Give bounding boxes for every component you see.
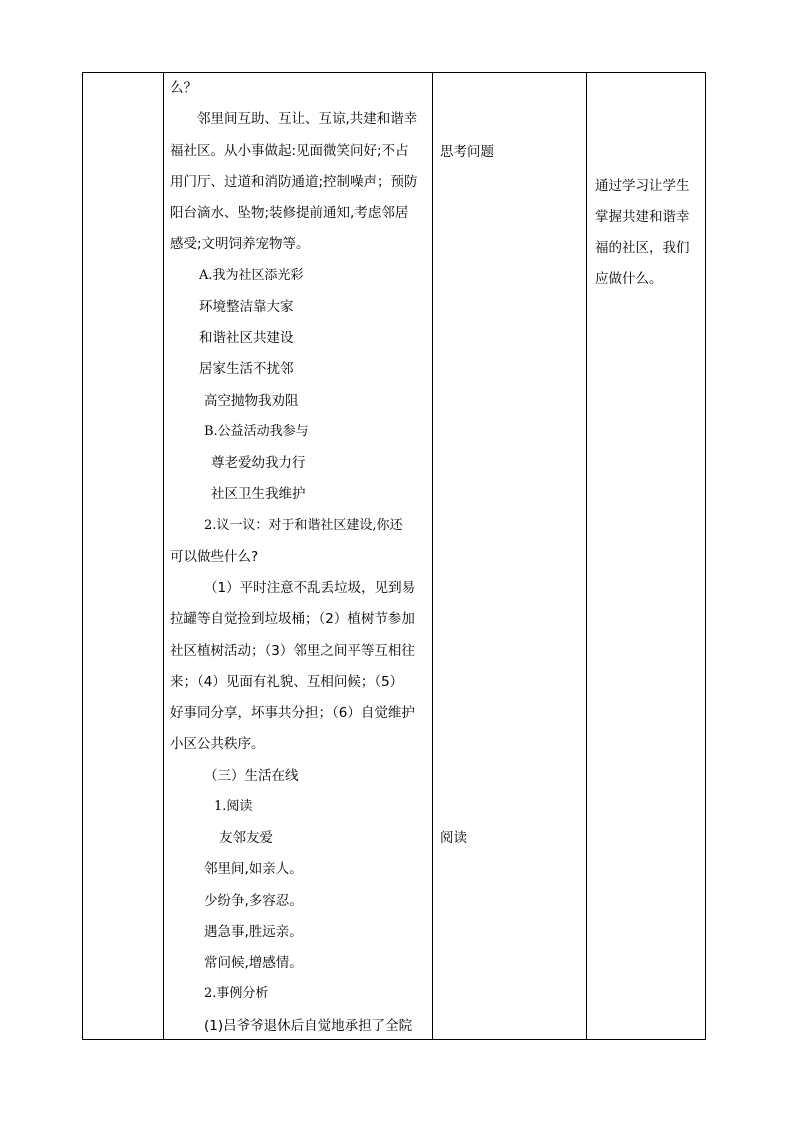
content-line: 常问候,增感情。 — [204, 955, 303, 971]
content-line: A.我为社区添光彩 — [199, 268, 304, 283]
content-line: 好事同分享，坏事共分担；（6）自觉维护 — [170, 705, 415, 721]
content-line: 邻里间,如亲人。 — [204, 861, 303, 877]
content-line: 拉罐等自觉捡到垃圾桶；（2）植树节参加 — [170, 611, 415, 627]
content-line: 邻里间互助、互让、互谅,共建和谐幸 — [197, 111, 418, 127]
design-intent-cell — [587, 73, 706, 1040]
content-line: 2.事例分析 — [204, 986, 269, 1001]
content-line: 福社区。从小事做起:见面微笑问好;不占 — [170, 143, 409, 159]
content-line: 2.议一议：对于和谐社区建设,你还 — [204, 518, 403, 533]
content-line: (1)吕爷爷退休后自觉地承担了全院 — [204, 1018, 413, 1034]
content-line: 遇急事,胜远亲。 — [204, 924, 303, 940]
content-line: B.公益活动我参与 — [204, 424, 309, 439]
content-line: 可以做些什么? — [170, 549, 259, 565]
teaching-content-cell — [164, 73, 433, 1040]
content-line: 友邻友爱 — [219, 830, 273, 846]
content-line: 感受;文明饲养宠物等。 — [170, 236, 310, 252]
intent-line: 掌握共建和谐幸 — [595, 209, 690, 225]
content-line: 环境整洁靠大家 — [199, 299, 294, 315]
content-line: 尊老爱幼我力行 — [211, 455, 306, 471]
activity-text: 阅读 — [440, 830, 467, 846]
lesson-plan-table — [82, 72, 706, 1040]
content-line: 社区卫生我维护 — [211, 486, 306, 502]
content-line: 和谐社区共建设 — [199, 330, 294, 346]
content-line: 高空抛物我劝阻 — [204, 393, 299, 409]
content-line: 少纷争,多容忍。 — [204, 893, 303, 909]
content-line: 阳台滴水、坠物;装修提前通知,考虑邻居 — [170, 205, 409, 221]
content-line: 小区公共秩序。 — [170, 736, 265, 752]
content-line: 1.阅读 — [214, 799, 253, 814]
content-line: 么？ — [170, 80, 197, 96]
stage-cell — [83, 73, 164, 1040]
activity-text: 思考问题 — [440, 144, 494, 160]
content-line: （三）生活在线 — [204, 768, 299, 784]
intent-line: 福的社区，我们 — [595, 240, 690, 256]
content-line: 用门厅、过道和消防通道;控制噪声；预防 — [170, 174, 418, 190]
intent-line: 通过学习让学生 — [595, 178, 690, 194]
intent-line: 应做什么。 — [595, 271, 663, 287]
content-line: 来；（4）见面有礼貌、互相问候；（5） — [170, 674, 404, 690]
content-line: （1）平时注意不乱丢垃圾，见到易 — [204, 580, 416, 596]
student-activity-cell — [433, 73, 587, 1040]
content-line: 居家生活不扰邻 — [199, 361, 294, 377]
content-line: 社区植树活动；（3）邻里之间平等互相往 — [170, 643, 415, 659]
table-row — [83, 73, 706, 1040]
